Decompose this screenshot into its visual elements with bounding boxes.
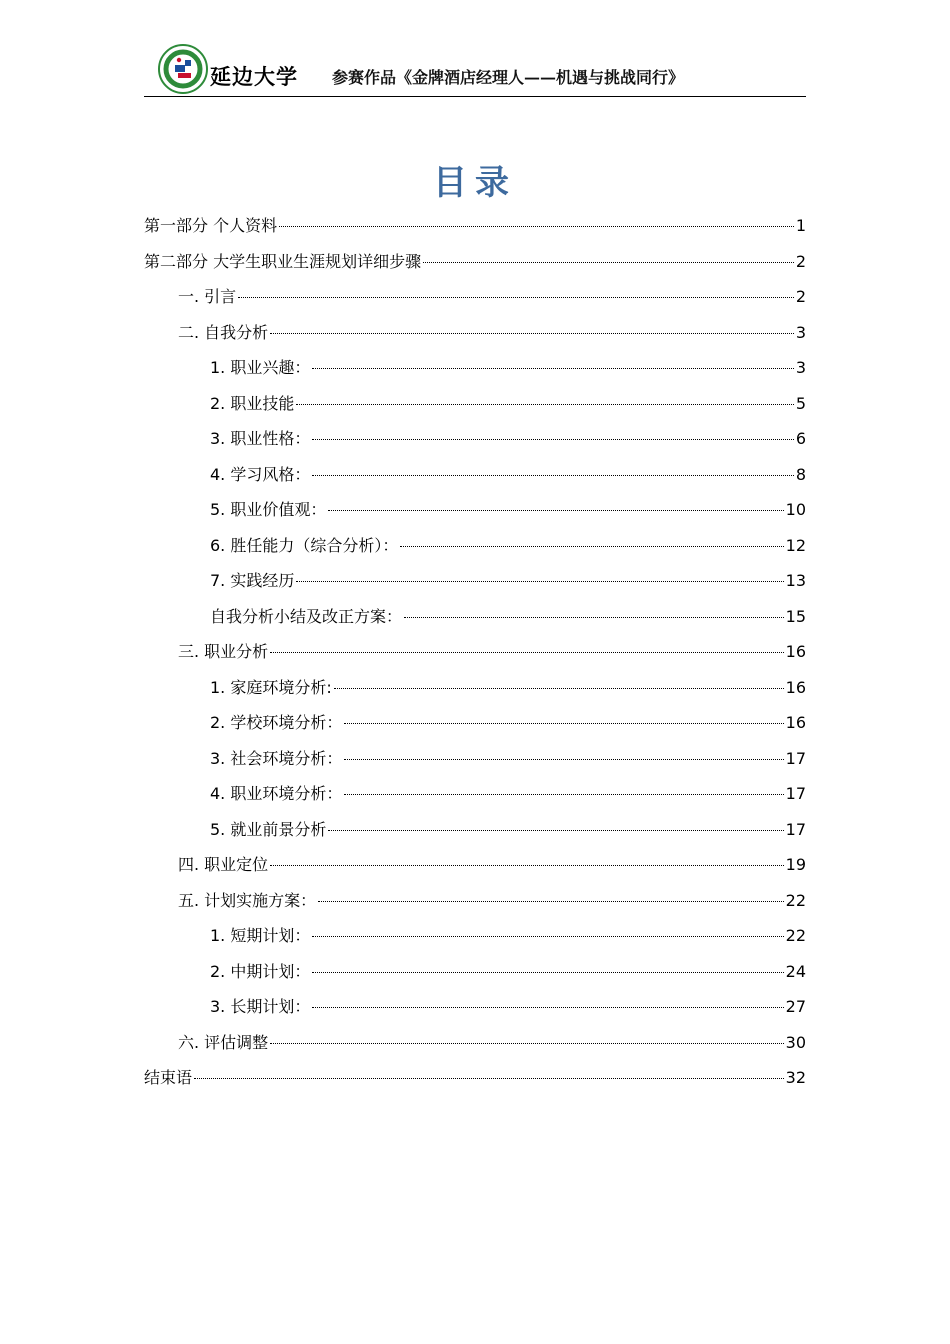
toc-page-number: 1 [795,216,806,235]
toc-entry-text: 2. 学校环境分析： [210,713,343,732]
toc-entry[interactable] [210,818,806,842]
toc-entry[interactable] [210,747,806,771]
toc-page-number: 27 [785,997,806,1016]
toc-page-number: 13 [785,571,806,590]
toc-entry-text: 二. 自我分析 [178,322,269,342]
toc-page-number: 17 [785,784,806,803]
toc-entry[interactable] [210,995,806,1019]
toc-entry-text: 一. 引言 [178,287,237,306]
toc-page-number: 10 [785,500,806,519]
toc-page-number: 16 [785,642,806,661]
toc-entry-text: 自我分析小结及改正方案： [210,606,403,626]
toc-leader-dots [238,297,794,298]
toc-entry[interactable] [178,321,806,345]
toc-entry-text: 2. 职业技能 [210,393,295,413]
toc-page-number: 2 [795,251,806,271]
university-seal-icon [158,44,208,94]
toc-page-number: 5 [795,393,806,413]
toc-entry[interactable] [210,960,806,984]
toc-entry-text: 三. 职业分析 [178,642,269,661]
toc-entry[interactable] [144,1066,806,1090]
toc-leader-dots [296,581,783,582]
toc-entry[interactable] [210,924,806,948]
toc-page-number: 3 [795,358,806,377]
toc-leader-dots [334,688,784,689]
toc-entry-text: 2. 中期计划： [210,961,311,981]
header-title: 参赛作品《金牌酒店经理人——机遇与挑战同行》 [332,68,685,87]
toc-entry-text: 六. 评估调整 [178,1032,269,1052]
toc-page-number: 3 [795,322,806,342]
toc-entry[interactable] [210,392,806,416]
toc-page-number: 8 [795,464,806,484]
toc-page-number: 32 [785,1068,806,1087]
toc-leader-dots [279,226,794,227]
toc-leader-dots [404,617,784,618]
toc-leader-dots [312,439,793,440]
toc-entry-text: 第一部分 个人资料 [144,216,278,235]
toc-leader-dots [328,510,783,511]
toc-leader-dots [423,262,794,263]
toc-entry[interactable] [178,285,806,309]
toc-leader-dots [318,901,783,902]
toc-leader-dots [312,1007,783,1008]
toc-page-number: 17 [785,748,806,768]
toc-entry[interactable] [210,569,806,593]
toc-leader-dots [328,830,783,831]
toc-page-number: 2 [795,287,806,306]
toc-entry-text: 3. 社会环境分析： [210,748,343,768]
page-header [144,40,806,97]
toc-page-number: 24 [785,961,806,981]
toc-title: 目录 [433,163,517,203]
toc-page-number: 16 [785,713,806,732]
toc-entry[interactable] [210,711,806,735]
toc-page-number: 6 [795,429,806,448]
toc-leader-dots [312,972,783,973]
toc-entry[interactable] [210,498,806,522]
toc-entry[interactable] [210,356,806,380]
toc-page-number: 22 [785,890,806,910]
toc-entry-text: 4. 职业环境分析： [210,784,343,803]
toc-page-number: 16 [785,677,806,697]
toc-entry-text: 3. 职业性格： [210,429,311,448]
toc-leader-dots [312,368,793,369]
toc-entry-text: 第二部分 大学生职业生涯规划详细步骤 [144,251,422,271]
toc-entry-text: 7. 实践经历 [210,571,295,590]
toc-entry-text: 1. 职业兴趣： [210,358,311,377]
toc-entry[interactable] [178,640,806,664]
toc-leader-dots [270,865,783,866]
toc-entry[interactable] [178,1031,806,1055]
toc-leader-dots [270,652,783,653]
toc-leader-dots [194,1078,784,1079]
toc-leader-dots [296,404,793,405]
toc-leader-dots [400,546,783,547]
toc-entry[interactable] [210,782,806,806]
toc-entry[interactable] [210,605,806,629]
toc-entry[interactable] [210,676,806,700]
toc-entry[interactable] [144,214,806,238]
toc-page-number: 22 [785,926,806,945]
toc-leader-dots [312,475,793,476]
toc-entry-text: 4. 学习风格： [210,464,311,484]
toc-entry[interactable] [210,463,806,487]
toc-entry-text: 结束语 [144,1068,193,1087]
toc-entry-text: 1. 家庭环境分析: [210,677,332,697]
toc-leader-dots [344,723,783,724]
toc-entry[interactable] [210,427,806,451]
toc-entry[interactable] [210,534,806,558]
toc-leader-dots [270,1043,783,1044]
university-name: 延边大学 [210,64,298,89]
toc-entry[interactable] [178,853,806,877]
toc-entry-text: 五. 计划实施方案： [178,890,317,910]
toc-leader-dots [344,794,783,795]
toc-entry-text: 5. 就业前景分析 [210,819,327,839]
toc-entry-text: 3. 长期计划： [210,997,311,1016]
toc-entry[interactable] [144,250,806,274]
toc-page-number: 12 [785,535,806,555]
toc-page-number: 15 [785,606,806,626]
toc-page-number: 19 [785,855,806,874]
toc-entry[interactable] [178,889,806,913]
toc-page-number: 30 [785,1032,806,1052]
toc-entry-text: 四. 职业定位 [178,855,269,874]
toc-leader-dots [344,759,783,760]
toc-leader-dots [312,936,783,937]
toc-page-number: 17 [785,819,806,839]
toc-entry-text: 1. 短期计划： [210,926,311,945]
toc-leader-dots [270,333,794,334]
toc-entry-text: 6. 胜任能力（综合分析）： [210,535,399,555]
toc-entry-text: 5. 职业价值观： [210,500,327,519]
